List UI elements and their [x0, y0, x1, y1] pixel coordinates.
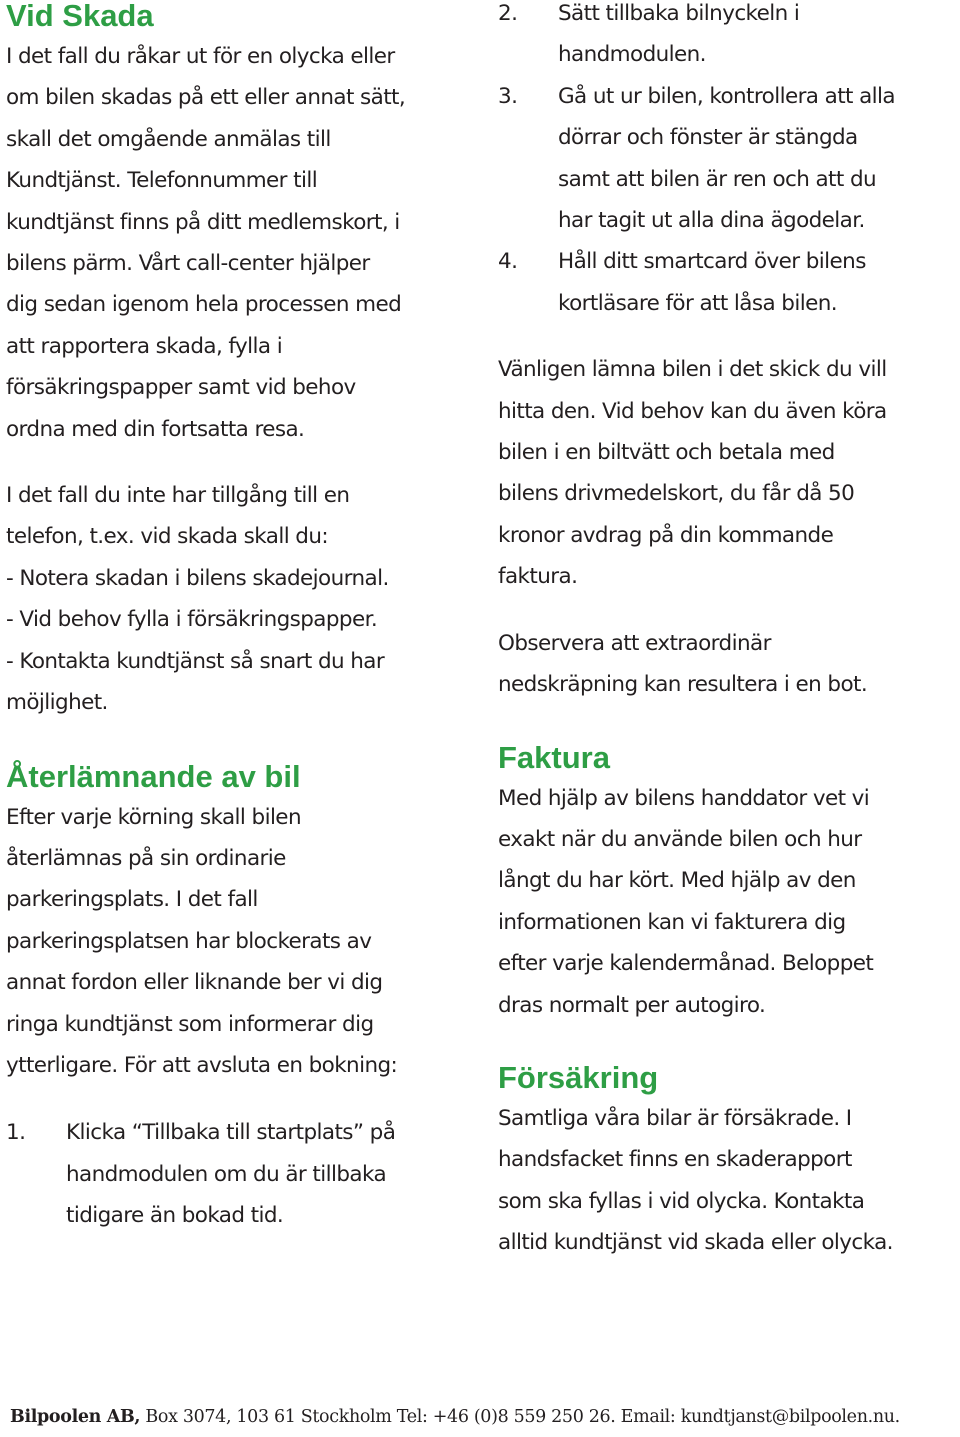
list-number: 4. [498, 249, 518, 275]
faktura-paragraph: Med hjälp av bilens handdator vet vi exakt när du använde bilen och hur långt du har kört. Med hjälp av den informationen kan vi fakturera dig efter varje kalendermånad. Beloppet dras normalt per autogiro. [498, 785, 874, 1018]
littering-notice: Observera att extraordinär nedskräpning kan resultera i en bot. [498, 630, 868, 698]
heading-aterlamnande: Återlämnande av bil [6, 758, 301, 794]
no-phone-instructions: I det fall du inte har tillgång till en telefon, t.ex. vid skada skall du: - Notera skadan i bilens skadejournal. - Vid behov fylla i försäkringspapper. - Kontakta kundtjänst så snart du har möjlighet. [6, 483, 389, 716]
vid-skada-paragraph: I det fall du råkar ut för en olycka eller om bilen skadas på ett eller annat sätt, skall det omgående anmälas till Kundtjänst. Telefonnummer till kundtjänst finns på ditt medlemskort, i bilens pärm. Vårt call-center hjälper dig sedan igenom hela processen med att rapportera skada, fylla i försäkringspapper samt vid behov ordna med din fortsatta resa. [6, 44, 406, 442]
forsakring-paragraph: Samtliga våra bilar är försäkrade. I handsfacket finns en skaderapport som ska fyllas i vid olycka. Kontakta alltid kundtjänst vid skada eller olycka. [498, 1105, 893, 1256]
heading-forsakring: Försäkring [498, 1059, 659, 1095]
footer-address: Box 3074, 103 61 Stockholm Tel: +46 (0)8 559 250 26. Email: kundtjanst@bilpoolen.nu. [140, 1407, 900, 1427]
list-number: 2. [498, 1, 518, 26]
list-number: 3. [498, 83, 518, 109]
footer-company: Bilpoolen AB, [10, 1407, 141, 1427]
list-number: 1. [6, 1120, 26, 1146]
aterlamnande-paragraph: Efter varje körning skall bilen återlämnas på sin ordinarie parkeringsplats. I det fall parkeringsplatsen har blockerats av annat fordon eller liknande ber vi dig ringa kundtjänst som informerar dig ytterligare. För att avsluta en bokning: [6, 804, 398, 1078]
return-condition-paragraph: Vänligen lämna bilen i det skick du vill hitta den. Vid behov kan du även köra bilen i en biltvätt och betala med bilens drivmedelskort, du får då 50 kronor avdrag på din kommande faktura. [498, 357, 887, 590]
list-item-step-3: 3. Gå ut ur bilen, kontrollera att alla dörrar och fönster är stängda samt att bilen är ren och att du har tagit ut alla dina ägodelar. [498, 76, 958, 242]
left-column [6, 0, 476, 1237]
heading-faktura: Faktura [498, 739, 610, 775]
list-item-step-2: 2. Sätt tillbaka bilnyckeln i handmodulen. [498, 0, 958, 76]
heading-vid-skada: Vid Skada [6, 0, 154, 33]
right-column [498, 0, 958, 1264]
footer-contact [10, 1407, 960, 1427]
list-item-step-4: 4. Håll ditt smartcard över bilens kortläsare för att låsa bilen. [498, 241, 958, 324]
list-item-step-1: 1. Klicka “Tillbaka till startplats” på handmodulen om du är tillbaka tidigare än bokad tid. [6, 1112, 476, 1236]
